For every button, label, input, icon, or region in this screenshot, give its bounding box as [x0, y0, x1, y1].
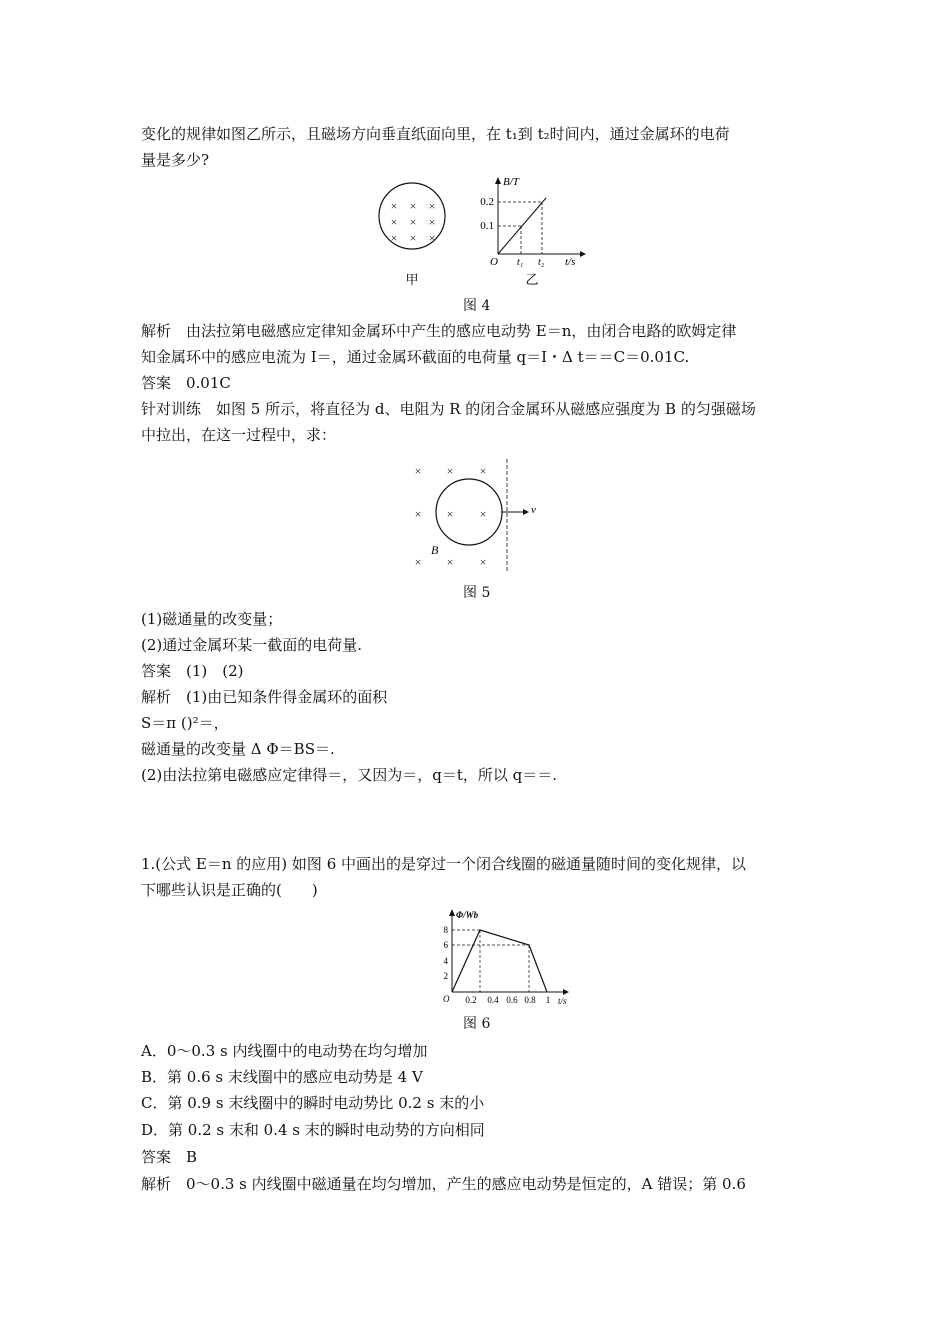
text-line-4: 知金属环中的感应电流为 I＝，通过金属环截面的电荷量 q＝I・Δ t＝＝C＝0.01C.	[141, 348, 690, 366]
x-tick-04: 0.4	[487, 995, 499, 1005]
label-yi: 乙	[525, 272, 539, 287]
answer-3: 答案 B	[141, 1148, 198, 1166]
label-jia: 甲	[405, 272, 419, 287]
question-1-line-2: 下哪些认识是正确的( )	[141, 881, 318, 899]
field-crosses	[391, 199, 436, 245]
label-v: v	[531, 504, 536, 516]
text-line-14: (2)由法拉第电磁感应定律得＝，又因为＝，q＝t，所以 q＝＝.	[141, 766, 558, 784]
x-axis-arrow	[563, 989, 569, 995]
svg-text:×: ×	[446, 464, 454, 478]
text-line-8: (1)磁通量的改变量；	[141, 610, 283, 628]
svg-text:×: ×	[446, 555, 454, 569]
svg-text:×: ×	[479, 464, 487, 478]
tick-t1: t₁	[517, 257, 524, 268]
x-tick-02: 0.2	[465, 995, 477, 1005]
y-axis-arrow	[495, 177, 501, 184]
tick-02: 0.2	[480, 196, 494, 208]
analysis-line: 解析 0～0.3 s 内线圈中磁通量在均匀增加，产生的感应电动势是恒定的，A 错误；第 0.6	[141, 1175, 746, 1193]
y-axis-arrow	[449, 909, 455, 916]
text-line-3: 解析 由法拉第电磁感应定律知金属环中产生的感应电动势 E＝n，由闭合电路的欧姆定律	[141, 322, 737, 340]
svg-text:×: ×	[479, 507, 487, 521]
y-tick-8: 8	[443, 925, 448, 935]
text-line-6: 针对训练 如图 5 所示，将直径为 d、电阻为 R 的闭合金属环从磁感应强度为 B 的匀强磁场	[141, 400, 756, 418]
label-B: B	[431, 543, 439, 557]
tick-01: 0.1	[480, 220, 494, 232]
figure-5	[405, 455, 550, 577]
text-line-11: 解析 (1)由已知条件得金属环的面积	[141, 688, 388, 706]
figure-6-caption: 图 6	[463, 1016, 491, 1032]
origin-label: O	[490, 256, 498, 268]
figure-4-caption: 图 4	[463, 298, 491, 314]
y-axis-label: Φ/Wb	[456, 910, 479, 920]
x-axis-arrow	[580, 251, 586, 257]
svg-text:×: ×	[409, 199, 417, 213]
answer-2: 答案 (1) (2)	[141, 662, 244, 680]
y-tick-4: 4	[443, 956, 448, 966]
figure-6	[430, 906, 580, 1006]
text-line-13: 磁通量的改变量 Δ Φ＝BS＝.	[141, 740, 335, 758]
svg-text:×: ×	[409, 215, 417, 229]
origin-label: O	[443, 994, 450, 1004]
svg-text:×: ×	[414, 555, 422, 569]
question-1-line-1: 1.(公式 E＝n 的应用) 如图 6 中画出的是穿过一个闭合线圈的磁通量随时间的变化规律，以	[141, 855, 747, 873]
svg-text:×: ×	[409, 231, 417, 245]
svg-text:×: ×	[390, 231, 398, 245]
y-tick-6: 6	[443, 940, 448, 950]
answer-1: 答案 0.01C	[141, 374, 231, 392]
figure-5-caption: 图 5	[463, 585, 491, 601]
x-tick-08: 0.8	[524, 995, 536, 1005]
text-line-1: 变化的规律如图乙所示，且磁场方向垂直纸面向里，在 t₁到 t₂时间内，通过金属环的电荷	[141, 125, 730, 143]
option-d: D．第 0.2 s 末和 0.4 s 末的瞬时电动势的方向相同	[141, 1121, 485, 1139]
svg-text:×: ×	[446, 507, 454, 521]
svg-text:×: ×	[428, 215, 436, 229]
option-c: C．第 0.9 s 末线圈中的瞬时电动势比 0.2 s 末的小	[141, 1094, 485, 1112]
text-line-12: S＝π ()²＝，	[141, 714, 229, 732]
option-a: A．0～0.3 s 内线圈中的电动势在均匀增加	[141, 1042, 428, 1060]
svg-text:×: ×	[428, 199, 436, 213]
velocity-arrowhead	[523, 509, 529, 515]
y-tick-2: 2	[443, 971, 448, 981]
svg-text:×: ×	[414, 507, 422, 521]
figure-4	[370, 172, 600, 290]
text-line-7: 中拉出，在这一过程中，求：	[141, 426, 337, 444]
option-b: B．第 0.6 s 末线圈中的感应电动势是 4 V	[141, 1068, 423, 1086]
flux-curve	[452, 930, 547, 992]
x-tick-06: 0.6	[506, 995, 518, 1005]
svg-text:×: ×	[390, 215, 398, 229]
x-tick-1: 1	[545, 995, 551, 1005]
svg-text:×: ×	[414, 464, 422, 478]
y-axis-label: B/T	[503, 176, 519, 188]
text-line-2: 量是多少?	[141, 151, 210, 169]
tick-t2: t₂	[538, 257, 545, 268]
svg-text:×: ×	[390, 199, 398, 213]
text-line-9: (2)通过金属环某一截面的电荷量.	[141, 636, 363, 654]
svg-text:×: ×	[428, 231, 436, 245]
x-axis-label: t/s	[558, 996, 567, 1006]
x-axis-label: t/s	[565, 256, 576, 268]
svg-text:×: ×	[479, 555, 487, 569]
